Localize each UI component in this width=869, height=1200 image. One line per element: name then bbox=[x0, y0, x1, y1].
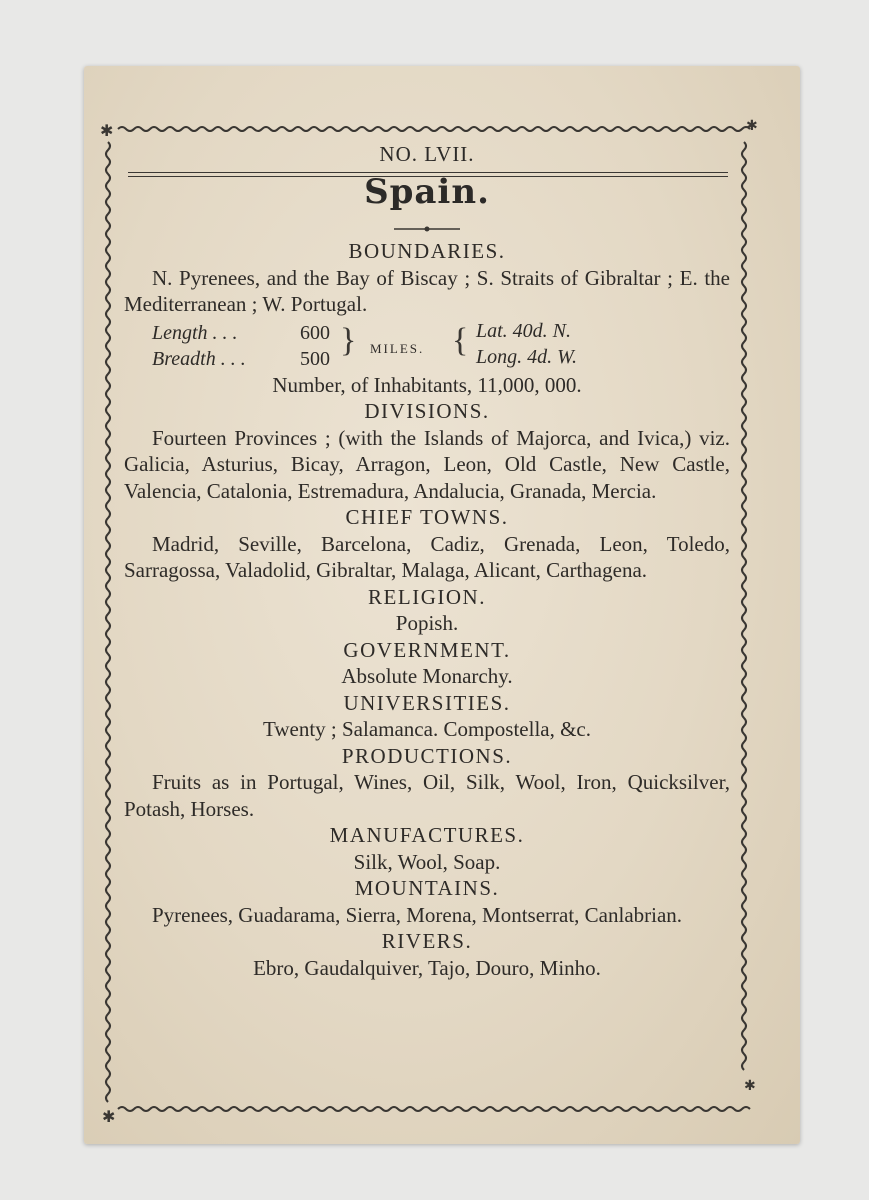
section-heading-rivers: RIVERS. bbox=[381, 929, 473, 953]
length-label: Length . . . bbox=[152, 321, 238, 344]
section-text-chief-towns: Madrid, Seville, Barcelona, Cadiz, Grenada, Leon, Toledo, Sarragossa, Valadolid, Gibraltar, Malaga, Alicant, Carthagena. bbox=[124, 531, 730, 582]
border-bottom bbox=[118, 1107, 750, 1111]
breadth-label: Breadth . . . bbox=[152, 347, 246, 370]
section-heading-government: GOVERNMENT. bbox=[343, 637, 511, 662]
card-number: NO. LVII. bbox=[379, 142, 475, 166]
section-text-religion: Popish. bbox=[395, 611, 459, 635]
latitude: Lat. 40d. N. bbox=[476, 319, 572, 342]
section-heading-religion: RELIGION. bbox=[368, 584, 486, 609]
corner-star-icon: ✱ bbox=[100, 123, 114, 140]
border-left bbox=[106, 142, 110, 1102]
corner-star-icon: ✱ bbox=[102, 1109, 116, 1126]
section-text-boundaries: N. Pyrenees, and the Bay of Biscay ; S. Straits of Gibraltar ; E. the Mediterranean ; W. Portugal. bbox=[124, 265, 730, 316]
section-text-manufactures: Silk, Wool, Soap. bbox=[353, 849, 501, 874]
corner-star-icon: ✱ bbox=[746, 119, 758, 134]
length-value: 600 bbox=[300, 321, 330, 344]
dimensions-block bbox=[124, 318, 730, 372]
corner-star-icon: ✱ bbox=[744, 1079, 756, 1094]
section-text-government: Absolute Monarchy. bbox=[341, 664, 513, 688]
catechism-card bbox=[84, 66, 800, 1144]
section-heading-productions: PRODUCTIONS. bbox=[341, 743, 513, 768]
card-content bbox=[124, 238, 730, 981]
breadth-value: 500 bbox=[300, 347, 330, 370]
miles-unit: MILES. bbox=[370, 340, 425, 356]
page-title: Spain. bbox=[364, 172, 490, 212]
section-heading-chief-towns: CHIEF TOWNS. bbox=[345, 505, 509, 529]
section-text-universities: Twenty ; Salamanca. Compostella, &c. bbox=[262, 717, 592, 741]
section-text-divisions: Fourteen Provinces ; (with the Islands of Majorca, and Ivica,) viz. Galicia, Asturius, Bicay, Arragon, Leon, Old Castle, New Castle, Valencia, Catalonia, Estremadura, Andalucia, Granada, Mercia. bbox=[124, 425, 730, 503]
section-text-rivers: Ebro, Gaudalquiver, Tajo, Douro, Minho. bbox=[253, 955, 601, 980]
border-top bbox=[118, 127, 750, 131]
section-heading-manufactures: MANUFACTURES. bbox=[329, 823, 525, 847]
brace-left-icon: } bbox=[340, 321, 357, 359]
section-heading-mountains: MOUNTAINS. bbox=[354, 876, 500, 900]
border-right bbox=[742, 142, 746, 1070]
section-text-productions: Fruits as in Portugal, Wines, Oil, Silk, Wool, Iron, Quicksilver, Potash, Horses. bbox=[124, 770, 730, 821]
section-text-mountains: Pyrenees, Guadarama, Sierra, Morena, Montserrat, Canlabrian. bbox=[152, 902, 683, 927]
brace-right-icon: { bbox=[452, 321, 469, 359]
section-heading-universities: UNIVERSITIES. bbox=[343, 690, 511, 715]
section-heading-divisions: DIVISIONS. bbox=[364, 399, 490, 423]
longitude: Long. 4d. W. bbox=[476, 345, 577, 368]
inhabitants-text: Number, of Inhabitants, 11,000, 000. bbox=[272, 372, 582, 397]
title-ornament bbox=[392, 226, 462, 232]
section-heading-boundaries: BOUNDARIES. bbox=[348, 239, 506, 263]
